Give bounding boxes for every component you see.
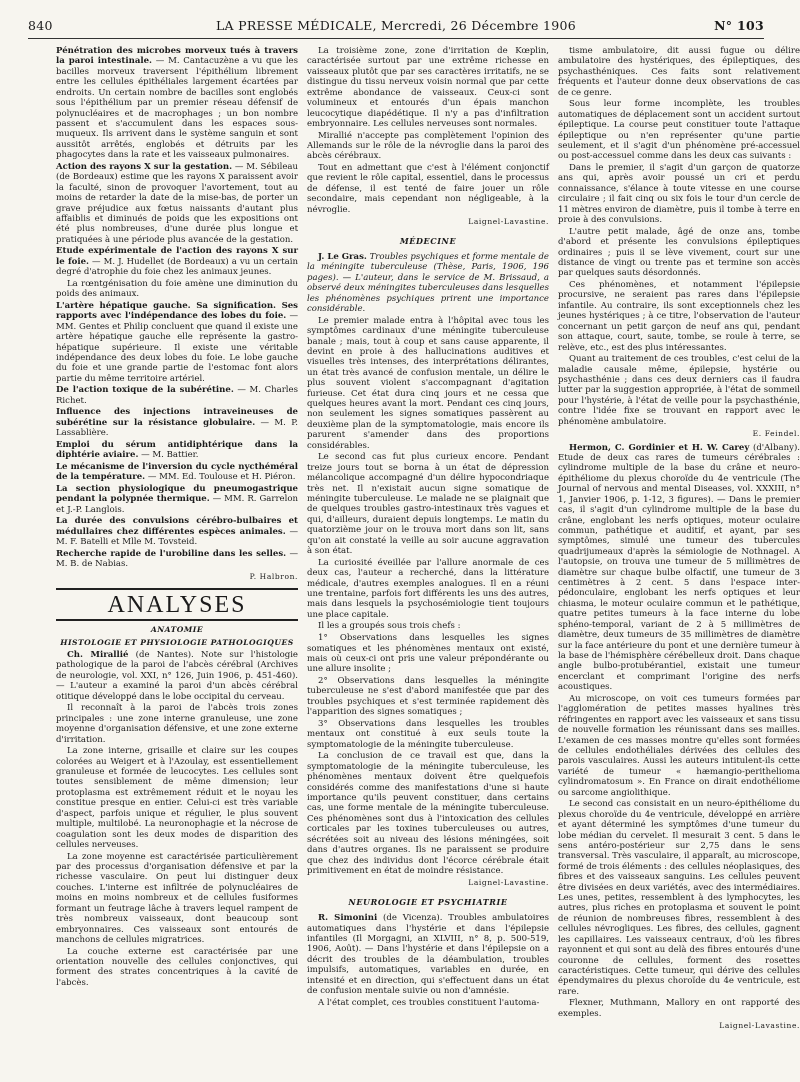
- report-item-body: — M. Cantacuzène a vu que les bacilles morveux traversent l'épithélium librement entre les cellules épithéliales largement écartées par endroits. Un certain nombre de bacilles sont englobés sous l'épithélium par un premier réseau défensif de polynucléaires et de macrophages ; un bon nombre passent et s'accumulent dans les espaces sous-muqueux. Ils arrivent dans le système sanguin et sont aussitôt arrêtés, englobés et détruits par les phagocytes dans la rate et les vaisseaux pulmonaires.: [56, 56, 298, 161]
- analysis-hermon-intro: (d'Albany). Etude de deux cas rares de tumeurs cérébrales : cylindrome multiple de la base du crâne et neuro-épithéliome du plexus choroïde du 4e ventricule (The Journal of nervous and mental Diseases, vol. XXXIII, n° 1, Janvier 1906, p. 1-12, 3 figures). — Dans le premier cas, il s'agit d'un cylindrome multiple de la base du crâne, englobant les nerfs optiques, moteur oculaire commun, pathétique et auditif, et ayant, par ses symptômes, simulé une tumeur des tubercules quadrijumeaux d'après la sémiologie de Nothnagel. A l'autopsie, on trouva une tumeur de 5 millimètres de diamètre sur chaque bulbe olfactif, une tumeur de 3 centimètres à 2 cent. 5 dans l'espace inter-pédonculaire, englobant les nerfs optiques et leur chiasma, le moteur oculaire commun et le pathétique, quatre petites tumeurs à la face interne du lobe sphéno-temporal, variant de 2 à 5 millimètres de diamètre, deux tumeurs de 35 millimètres de diamètre sur la face antérieure du pont et une dernière tumeur à la base de l'hémisphère cérébelleux droit. Dans chaque angle bulbo-protubérantiel, existait une tumeur encerclant et comprimant l'origine des nerfs acoustiques.: [558, 442, 800, 693]
- column-2: [307, 46, 549, 1009]
- report-item-body: — M. Battier.: [138, 450, 199, 461]
- column-3: [558, 46, 800, 1035]
- report-item-title: Action des rayons X sur la gestation.: [56, 161, 233, 172]
- paragraph: Ces phénomènes, et notamment l'épilepsie procursive, ne seraient pas rares dans l'épilepsie infantile. Au contraire, ils sont exceptionnels chez les jeunes hystériques ; à ce titre, l'observation de l'auteur concernant un petit garçon de neuf ans qui, pendant son attaque, court, saute, tombe, se roule à terre, se relève, etc., est des plus intéressantes.: [558, 280, 800, 353]
- report-item: [56, 246, 298, 277]
- report-item: [56, 484, 298, 515]
- page-number: 840: [28, 18, 53, 33]
- header-rule: [28, 38, 764, 39]
- report-item-title: Pénétration des microbes morveux tués à travers la paroi intestinale.: [56, 46, 298, 67]
- analysis-mirallie-intro: (de Nantes). Note sur l'histologie pathologique de la paroi de l'abcès cérébral (Archives de neurologie, vol. XXI, n° 126, Juin 1906, p. 451-460). — L'auteur a examiné la paroi d'un abcès cérébral otitique développé dans le lobe occipital du cerveau.: [56, 650, 298, 702]
- running-head: [28, 18, 764, 38]
- analysis-hermon-body: [558, 694, 800, 1019]
- analyses-heading: ANALYSES: [56, 588, 298, 621]
- society-report-items: [56, 46, 298, 570]
- report-item-title: Le mécanisme de l'inversion du cycle nycthéméral de la température.: [56, 461, 298, 483]
- report-item: [56, 462, 298, 483]
- paragraph: Le second cas fut plus curieux encore. Pendant treize jours tout se borna à un état de dépression mélancolique accompagné d'un délire hypocondriaque très net. Il n'existait aucun signe somatique de méningite tuberculeuse. Le malade ne se plaignait que de quelques troubles gastro-intestinaux très vagues et qui, d'ailleurs, duraient depuis longtemps. Le matin du quatorzième jour on le trouva mort dans son lit, sans qu'on ait constaté la veille au soir aucune aggravation à son état.: [307, 452, 549, 557]
- author-le-gras: J. Le Gras.: [318, 251, 367, 262]
- paragraph: Quant au traitement de ces troubles, c'est celui de la maladie causale même, épilepsie, hystérie ou psychasthénie ; dans ces deux derniers cas il faudra lutter par la suggestion appropriée, à l'état de sommeil pour l'hystérie, à l'état de veille pour la psychasthénie, contre l'idée fixe se trouvant en rapport avec le phénomène ambulatoire.: [558, 354, 800, 427]
- analysis-simonini: [307, 913, 549, 996]
- report-item: [56, 279, 298, 300]
- signature-laignel-3: Laignel-Lavastine.: [719, 1021, 800, 1031]
- paragraph: Le second cas consistait en un neuro-épithéliome du plexus choroïde du 4e ventricule, développé en arrière et ayant déterminé les symptômes d'une tumeur du lobe médian du cervelet. Il mesurait 3 cent. 5 dans le sens antéro-postérieur sur 2,75 dans le sens transversal. Très vasculaire, il apparaît, au microscope, formé de trois éléments : des cellules néoplasiques, des fibres et des vaisseaux sanguins. Les cellules peuvent être divisées en deux variétés, avec des intermédiaires. Les unes, petites, ressemblent à des lymphocytes, les autres, plus riches en protoplasma et souvent le point de réunion de nombreuses fibres, ressemblent à des cellules névrogliques. Les fibres, des cellules, gagnent les capillaires. Les vaisseaux centraux, d'où les fibres rayonnent et qui sont au delà des fibres entourés d'une couronne de cellules, forment des rosettes caractéristiques. Cette tumeur, qui dérive des cellules épendymaires du plexus choroïde du 4e ventricule, est rare.: [558, 799, 800, 997]
- paragraph: Au microscope, on voit ces tumeurs formées par l'agglomération de petites masses hyalines très réfringentes en rapport avec les vaisseaux et sans tissu de nouvelle formation les réunissant dans ses mailles. L'examen de ces masses montre qu'elles sont formées de cellules endothéliales dérivées des cellules des parois vasculaires. Aussi les auteurs intitulent-ils cette variété de tumeur « hæmangio-perithelioma cylindromatosum ». En France on dirait endothéliome ou sarcome angiolithique.: [558, 693, 800, 798]
- report-item-body: — M. P. Lassablière.: [56, 417, 298, 439]
- paragraph: L'autre petit malade, âgé de onze ans, tombe d'abord et présente les convulsions épileptiques ordinaires ; puis il se lève vivement, court sur une distance de vingt ou trente pas et termine son accès par quelques sauts désordonnés.: [558, 226, 800, 279]
- paragraph: Sous leur forme incomplète, les troubles automatiques de déplacement sont un accident surtout épileptique. La course peut constituer toute l'attaque épileptique ou n'en représenter qu'une partie seulement, et il s'agit d'un phénomène pré-accessuel ou post-accessuel comme dans les deux cas suivants :: [558, 99, 800, 162]
- report-item-title: De l'action toxique de la subérétine.: [56, 385, 234, 396]
- analysis-le-gras-intro: Troubles psychiques et forme mentale de la méningite tuberculeuse (Thèse, Paris, 1906, 196 pages). — L'auteur, dans le service de M. Brissaud, a observé deux méningites tuberculeuses dans lesquelles les phénomènes psychiques prirent une importance considérable.: [307, 251, 549, 315]
- signature-feindel: E. Feindel.: [752, 429, 800, 439]
- report-item-title: La durée des convulsions cérébro-bulbaires et médullaires chez différentes espèces animales.: [56, 516, 298, 537]
- report-item: [56, 516, 298, 547]
- report-item-body: — M. J. Hudellet (de Bordeaux) a vu un certain degré d'atrophie du foie chez les animaux jeunes.: [56, 256, 299, 278]
- paragraph: Dans le premier, il s'agit d'un garçon de quatorze ans qui, après avoir poussé un cri et perdu connaissance, s'élance à toute vitesse en une course circulaire ; il fait cinq ou six fois le tour d'un cercle de 11 mètres environ de diamètre, puis il tombe à terre en proie à des convulsions.: [558, 163, 800, 226]
- paragraph: La curiosité éveillée par l'allure anormale de ces deux cas, l'auteur a recherché, dans la littérature médicale, d'autres exemples analogues. Il en a réuni une trentaine, parfois fort différents les uns des autres, mais dans lesquels la psychosémiologie tient toujours une place capitale.: [307, 557, 549, 620]
- neurologie-heading: NEUROLOGIE ET PSYCHIATRIE: [348, 896, 508, 907]
- report-item: [56, 385, 298, 406]
- medecine-heading: MÉDECINE: [399, 235, 457, 246]
- analysis-hermon: [558, 443, 800, 693]
- report-item-title: L'artère hépatique gauche. Sa signification. Ses rapports avec l'indépendance des lobes du foie.: [56, 300, 298, 322]
- paragraph: La zone interne, grisaille et claire sur les coupes colorées au Weigert et à l'Azoulay, est essentiellement granuleuse et formée de leucocytes. Les cellules sont toutes sensiblement de même dimension; leur protoplasma est extrêmement réduit et le noyau les constitue presque en entier. Celui-ci est très variable d'aspect, parfois unique et régulier, le plus souvent multiple, multilobé. La neuronophagie et la nécrose de coagulation sont les deux modes de disparition des cellules nerveuses.: [56, 746, 298, 850]
- paragraph: Le premier malade entra à l'hôpital avec tous les symptômes cardinaux d'une méningite tuberculeuse banale ; mais, tout à coup et sans cause apparente, il devint en proie à des hallucinations auditives et visuelles très intenses, des interprétations délirantes, un état très avancé de confusion mentale, un délire le plus souvent violent s'accompagnant d'agitation furieuse. Cet état dura cinq jours et ne cessa que quelques heures avant la mort. Pendant ces cinq jours, non seulement les signes somatiques passèrent au deuxième plan de la symptomatologie, mais encore ils parurent s'amender dans des proportions considérables.: [307, 315, 549, 451]
- report-item-title: Recherche rapide de l'urobiline dans les selles.: [56, 548, 287, 559]
- journal-title: LA PRESSE MÉDICALE, Mercredi, 26 Décembre 1906: [215, 18, 577, 33]
- report-item-body: — M. Charles Richet.: [56, 385, 298, 406]
- paragraph: Il les a groupés sous trois chefs :: [318, 621, 461, 632]
- paragraph: 2° Observations dans lesquelles la méningite tuberculeuse ne s'est d'abord manifestée que par des troubles psychiques et s'est terminée rapidement dès l'apparition des signes somatiques ;: [307, 675, 549, 718]
- report-item: [56, 440, 298, 461]
- paragraph: Flexner, Muthmann, Mallory en ont rapporté des exemples.: [558, 998, 800, 1019]
- report-item-body: — MM. Ed. Toulouse et H. Piéron.: [145, 472, 296, 483]
- report-item-body: — MM. R. Garrelon et J.-P. Langlois.: [56, 494, 298, 515]
- report-item: [56, 162, 298, 245]
- analysis-le-gras-body: [307, 316, 549, 877]
- report-item-title: La section physiologique du pneumogastrique pendant la polypnée thermique.: [56, 483, 298, 505]
- author-mirallie: Ch. Mirallié: [67, 650, 129, 660]
- paragraph: La conclusion de ce travail est que, dans la symptomatologie de la méningite tuberculeuse, les phénomènes mentaux doivent être quelquefois considérés comme des manifestations d'une si haute importance qu'ils peuvent constituer, dans certains cas, une forme mentale de la méningite tuberculeuse. Ces phénomènes sont dus à l'intoxication des cellules corticales par les toxines tuberculeuses ou autres, sécrétées soit au niveau des lésions méningées, soit dans d'autres organes. Ils ne paraissent se produire que chez des individus dont l'écorce cérébrale était primitivement en état de moindre résistance.: [307, 751, 549, 876]
- author-simonini: R. Simonini: [318, 913, 378, 924]
- analysis-simonini-intro: (de Vicenza). Troubles ambulatoires automatiques dans l'hystérie et dans l'épilepsie infantiles (Il Morgagni, an XLVIII, n° 8, p. 500-519, 1906, Août). — Dans l'hystérie et dans l'épilepsie on a décrit des troubles de la déambulation, troubles impulsifs, automatiques, variables en durée, en intensité et en direction, qui s'effectuent dans un état de confusion mentale suivie ou non d'amnésie.: [307, 913, 550, 997]
- analysis-simonini-last: A l'état complet, ces troubles constituent l'automa-: [318, 997, 540, 1008]
- report-item: [56, 46, 298, 161]
- signature-laignel-2: Laignel-Lavastine.: [468, 878, 549, 888]
- report-item: [56, 549, 298, 570]
- paragraph: Tout en admettant que c'est à l'élément conjonctif que revient le rôle capital, essentiel, dans le processus de défense, il est tenté de faire jouer un rôle secondaire, mais cependant non négligeable, à la névroglie.: [307, 163, 549, 215]
- author-hermon: Hermon, C. Gordinier et H. W. Carey: [569, 442, 750, 453]
- analysis-mirallie-continued: [307, 46, 549, 215]
- report-item-body: La rœntgénisation du foie amène une diminution du poids des animaux.: [56, 278, 298, 300]
- report-item-body: — MM. Gentes et Philip concluent que quand il existe une artère hépatique gauche elle représente la gastro-hépatique supérieure. Il existe une véritable indépendance des deux lobes du foie. Le lobe gauche du foie et une grande partie de l'estomac font alors partie du même territoire artériel.: [56, 311, 299, 384]
- report-item-body: — M. B. de Nabias.: [56, 548, 298, 570]
- report-item-body: — M. F. Batelli et Mlle M. Tovsteid.: [56, 526, 298, 548]
- histologie-heading: HISTOLOGIE ET PHYSIOLOGIE PATHOLOGIQUES: [60, 637, 294, 647]
- paragraph: Mirallié n'accepte pas complètement l'opinion des Allemands sur le rôle de la névroglie dans la paroi des abcès cérébraux.: [307, 130, 549, 162]
- paragraph: La troisième zone, zone d'irritation de Kœplin, caractérisée surtout par une extrême richesse en vaisseaux plutôt que par ses caractères irritatifs, ne se distingue du tissu nerveux voisin normal que par cette extrême abondance de vaisseaux. Ceux-ci sont volumineux et entourés d'un épais manchon leucocytique diapédétique. Il n'y a pas d'infiltration embryonnaire. Les cellules nerveuses sont normales.: [307, 46, 549, 129]
- column-1: [56, 46, 298, 989]
- report-item-title: Influence des injections intraveineuses de subérétine sur la résistance globulaire.: [56, 407, 298, 428]
- signature-laignel-1: Laignel-Lavastine.: [468, 217, 549, 227]
- paragraph: 3° Observations dans lesquelles les troubles mentaux ont constitué à eux seuls toute la symptomatologie de la méningite tuberculeuse.: [307, 718, 549, 750]
- analysis-simonini-continued: [558, 46, 800, 427]
- analysis-le-gras: [307, 252, 549, 315]
- report-item: [56, 301, 298, 384]
- analysis-mirallie: [56, 650, 298, 702]
- report-item-body: — M. Sébileau (de Bordeaux) estime que les rayons X paraissent avoir la faculté, sinon de provoquer l'avortement, tout au moins de retarder la date de la mise-bas, de porter un grave préjudice aux fœtus naissants d'autant plus affaiblis et diminués de poids que les expositions ont été plus nombreuses, d'une durée plus longue et pratiquées à une période plus avancée de la gestation.: [56, 161, 298, 245]
- report-item-title: Etude expérimentale de l'action des rayons X sur le foie.: [56, 246, 298, 267]
- paragraph: 1° Observations dans lesquelles les signes somatiques et les phénomènes mentaux ont existé, mais où ceux-ci ont pris une valeur prépondérante ou une allure insolite ;: [307, 633, 549, 675]
- paragraph: La zone moyenne est caractérisée particulièrement par des processus d'organisation défensive et par la richesse vasculaire. On peut lui distinguer deux couches. L'interne est infiltrée de polynucléaires de moins en moins nombreux et de cellules fusiformes formant un feutrage lâche à travers lequel rampent de très nombreux vaisseaux, dont beaucoup sont embryonnaires. Ces vaisseaux sont entourés de manchons de cellules migratrices.: [56, 851, 298, 945]
- anatomie-heading: ANATOMIE: [150, 625, 204, 635]
- signature-halbron: P. Halbron.: [249, 571, 298, 581]
- analysis-mirallie-body: [56, 703, 298, 988]
- paragraph: Il reconnaît à la paroi de l'abcès trois zones principales : une zone interne granuleuse, une zone moyenne d'organisation défensive, et une zone externe d'irritation.: [56, 703, 298, 745]
- report-item-title: Emploi du sérum antidiphtérique dans la diphtérie aviaire.: [56, 439, 298, 461]
- issue-number: N° 103: [714, 18, 764, 33]
- paragraph: tisme ambulatoire, dit aussi fugue ou délire ambulatoire des hystériques, des épileptiques, des psychasthéniques. Ces faits sont relativement fréquents et l'auteur donne deux observations de cas de ce genre.: [558, 46, 800, 98]
- report-item: [56, 407, 298, 438]
- paragraph: La couche externe est caractérisée par une orientation nouvelle des cellules conjonctives, qui forment des strates concentriques à la cavité de l'abcès.: [56, 946, 298, 988]
